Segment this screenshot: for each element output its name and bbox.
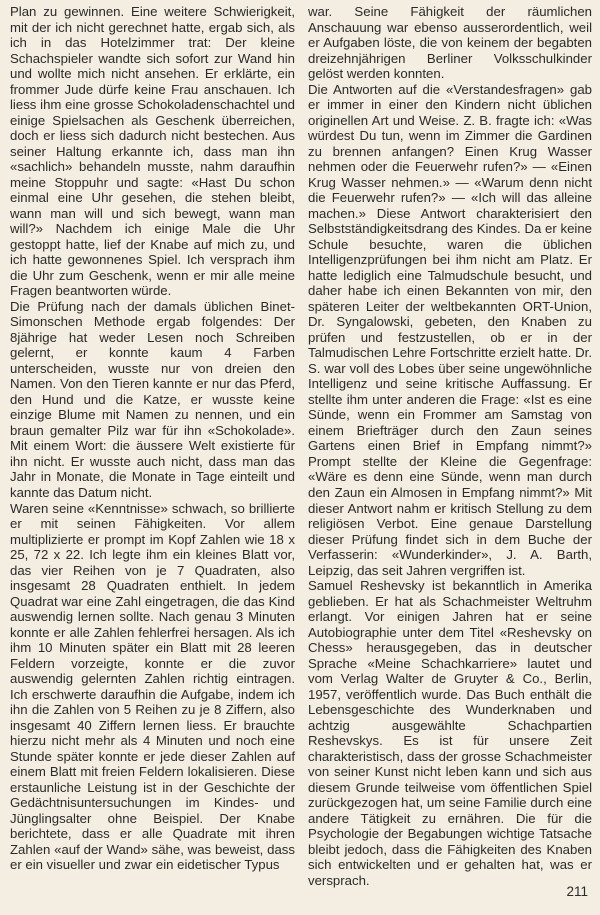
paragraph: Plan zu gewinnen. Eine weitere Schwierigkeit, mit der ich nicht gerechnet hatte, ergab sich, als ich in das Hotelzimmer trat: Der kleine Schachspieler wandte sich sofort zur Wand hin und wollte mich nicht ansehen. Er erklärte, ein frommer Jude dürfe keine Frau anschauen. Ich liess ihm eine grosse Schokoladenschachtel und einige Spielsachen als Geschenk überreichen, doch er liess sich dadurch nicht bestechen. Aus seiner Haltung erkannte ich, dass man ihn «sachlich» behandeln musste, nahm daraufhin meine Stoppuhr und sagte: «Hast Du schon einmal eine Uhr gesehen, die stehen bleibt, wann man will und sich bewegt, wann man will?» Nachdem ich einige Male die Uhr gestoppt hatte, lief der Knabe auf mich zu, und ich hatte gewonnenes Spiel. Ich versprach ihm die Uhr zum Geschenk, wenn er mir alle meine Fragen beantworten würde. — [10, 4, 295, 299]
paragraph: war. Seine Fähigkeit der räumlichen Anschauung war ebenso ausserordentlich, weil er Aufgaben löste, die von keinem der begabten dreizehnjährigen Berliner Volksschulkinder gelöst werden konnten. — [308, 4, 592, 82]
left-column — [10, 4, 295, 873]
paragraph: Die Prüfung nach der damals üblichen Binet-Simonschen Methode ergab folgendes: Der 8jährige hat weder Lesen noch Schreiben gelernt, er konnte kaum 4 Farben unterscheiden, wusste nur von dreien den Namen. Von den Tieren kannte er nur das Pferd, den Hund und die Katze, er wusste keine einzige Blume mit Namen zu nennen, und ein braun gemalter Pilz war für ihn «Schokolade». Mit einem Wort: die äussere Welt existierte für ihn nicht. Er wusste auch nicht, dass man das Jahr in Monate, die Monate in Tage einteilt und kannte das Datum nicht. — [10, 298, 295, 500]
paragraph: Samuel Reshevsky ist bekanntlich in Amerika geblieben. Er hat als Schachmeister Weltruhm erlangt. Vor einigen Jahren hat er seine Autobiographie unter dem Titel «Reshevsky on Chess» herausgegeben, das in deutscher Sprache «Meine Schachkarriere» lautet und vom Verlag Walter de Gruyter & Co., Berlin, 1957, veröffentlich wurde. Das Buch enthält die Lebensgeschichte des Wunderknaben und achtzig ausgewählte Schachpartien Reshevskys. Es ist für unsere Zeit charakteristisch, dass der grosse Schachmeister von seiner Kunst nicht leben kann und sich aus diesem Grunde teilweise vom öffentlichen Spiel zurückgezogen hat, um seine Familie durch eine andere Tätigkeit zu ernähren. Die für die Psychologie der Begabungen wichtige Tatsache bleibt jedoch, dass die Fähigkeiten des Knaben sich entwickelten und er gehalten hat, was er versprach. — [308, 578, 592, 888]
page-number: 211 — [566, 884, 588, 899]
right-column — [308, 4, 592, 888]
paragraph: Die Antworten auf die «Verstandesfragen» gab er immer in einer den Kindern nicht üblichen originellen Art und Weise. Z. B. fragte ich: «Was würdest Du tun, wenn im Zimmer die Gardinen zu brennen anfangen? Einen Krug Wasser nehmen oder die Feuerwehr rufen?» — «Einen Krug Wasser nehmen.» — «Warum denn nicht die Feuerwehr rufen?» — «Ich will das alleine machen.» Diese Antwort charakterisiert den Selbstständigkeitsdrang des Kindes. Da er keine Schule besuchte, waren die üblichen Intelligenzprüfungen bei ihm nicht am Platz. Er hatte lediglich eine Talmudschule besucht, und daher habe ich einen Bekannten von mir, den späteren Leiter der weltbekannten ORT-Union, Dr. Syngalowski, gebeten, den Knaben zu prüfen und festzustellen, ob er in der Talmudischen Lehre Fortschritte erzielt hatte. Dr. S. war voll des Lobes über seine ungewöhnliche Intelligenz und seine kritische Auffassung. Er stellte ihm unter anderen die Frage: «Ist es eine Sünde, wenn ein Frommer am Samstag von einem Briefträger durch den Zaun seines Gartens einen Brief in Empfang nimmt?» Prompt stellte der Kleine die Gegenfrage: «Wäre es denn eine Sünde, wenn man durch den Zaun ein Almosen in Empfang nimmt?» Mit dieser Antwort nahm er kritisch Stellung zu dem religiösen Verbot. Eine genaue Darstellung dieser Prüfung findet sich in dem Buche der Verfasserin: «Wunderkinder», J. A. Barth, Leipzig, das seit Jahren vergriffen ist. — [308, 81, 592, 578]
paragraph: Waren seine «Kenntnisse» schwach, so brillierte er mit seinen Fähigkeiten. Vor allem multiplizierte er prompt im Kopf Zahlen wie 18 x 25, 72 x 22. Ich legte ihm ein kleines Blatt vor, das vier Reihen von je 7 Quadraten, also insgesamt 28 Quadraten enthielt. In jedem Quadrat war eine Zahl eingetragen, die das Kind auswendig lernen sollte. Nach genau 3 Minuten konnte er alle Zahlen fehlerfrei hersagen. Als ich ihm 10 Minuten später ein Blatt mit 28 leeren Feldern vorzeigte, konnte er die zuvor auswendig gelernten Zahlen richtig eintragen. Ich erschwerte daraufhin die Aufgabe, indem ich ihn die Zahlen von 5 Reihen zu je 8 Ziffern, also insgesamt 40 Ziffern lernen liess. Er brauchte hierzu nicht mehr als 4 Minuten und noch eine Stunde später konnte er jede dieser Zahlen auf einem Blatt mit freien Feldern lokalisieren. Diese erstaunliche Leistung ist in der Geschichte der Gedächtnisuntersuchungen im Kindes- und Jünglingsalter ohne Beispiel. Der Knabe berichtete, dass er alle Quadrate mit ihren Zahlen «auf der Wand» sähe, was beweist, dass er ein visueller und zwar ein eidetischer Typus — [10, 500, 295, 873]
